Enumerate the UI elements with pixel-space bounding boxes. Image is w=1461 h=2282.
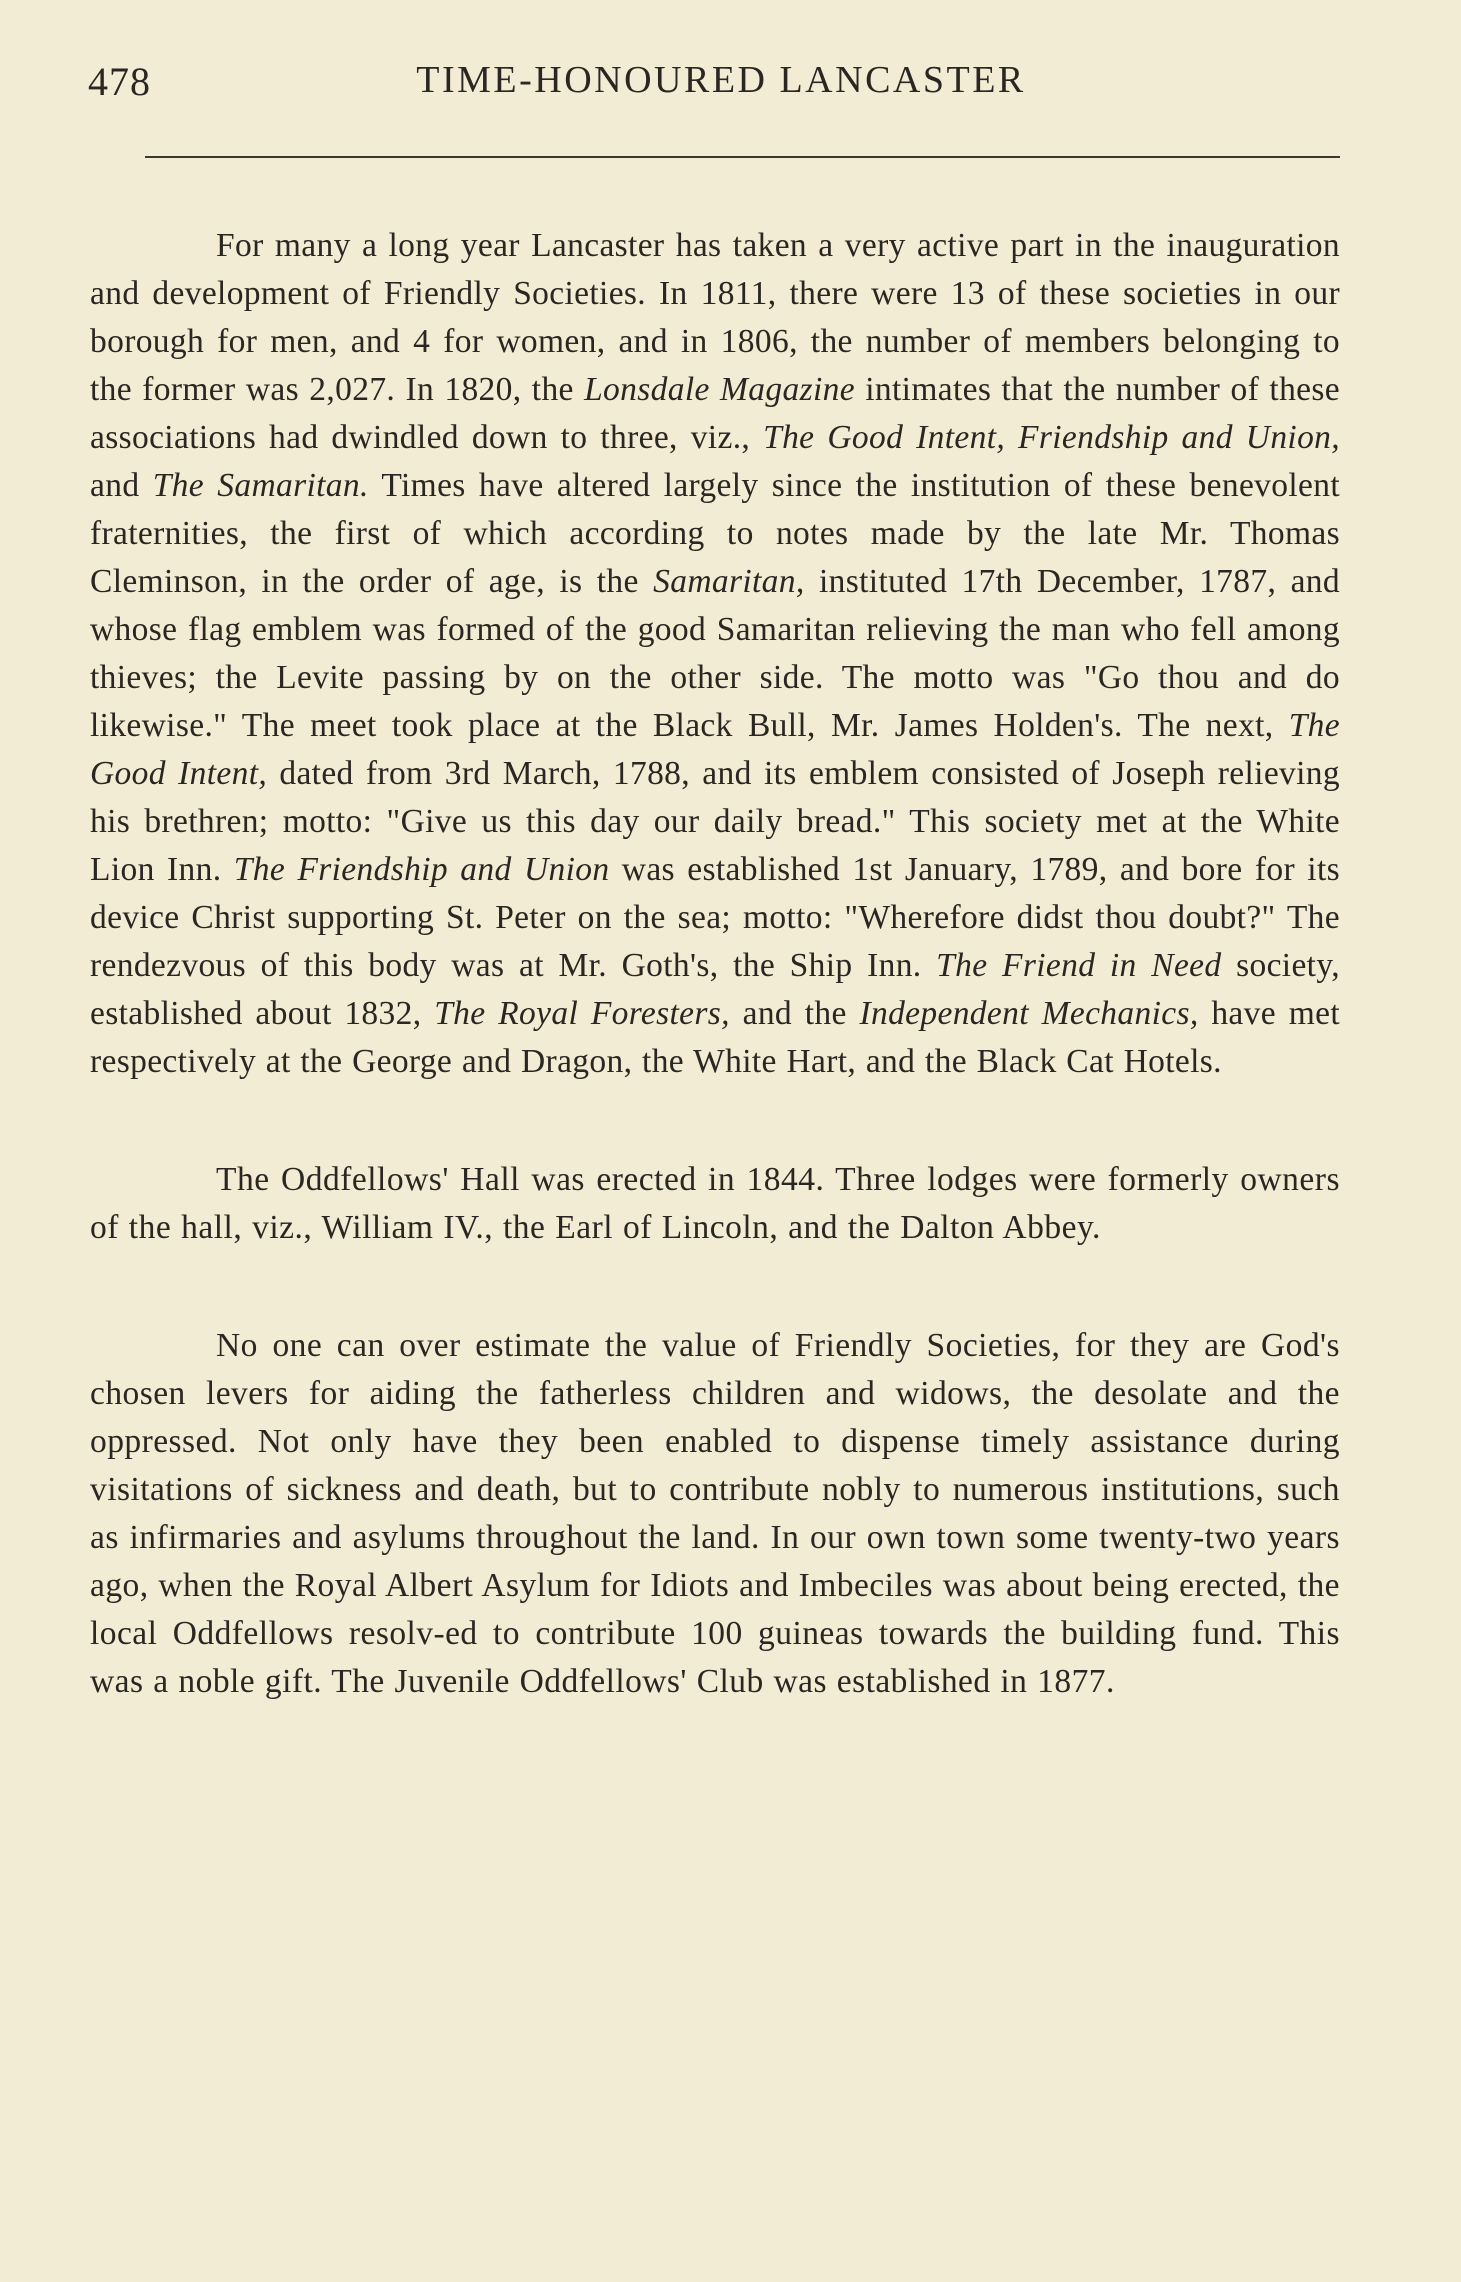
body-text-run: For many a long year Lancaster has taken a very active part in the inauguration and development of Friendly Societies. In 1811, there were 13 of these societies in our borough for men, and 4 for women, and in 1806, the number of members belonging to the former was 2,027. In 1820, the — [90, 227, 1340, 408]
body-text-run: have met respectively at the George and Dragon, the White Hart, and the Black Cat Hotels. — [90, 995, 1340, 1080]
italic-title-text: Independent Mechanics, — [859, 995, 1199, 1032]
body-text-run: and the — [729, 995, 860, 1032]
body-text — [90, 222, 1340, 1706]
italic-title-text: The Friend in Need — [936, 947, 1222, 984]
paragraph-oddfellows-hall — [90, 1156, 1340, 1252]
page-number: 478 — [88, 59, 151, 104]
body-text-run: and — [90, 467, 153, 504]
running-title: TIME-HONOURED LANCASTER — [416, 59, 1026, 101]
italic-title-text: The Royal Foresters, — [434, 995, 730, 1032]
paragraph-friendly-societies — [90, 222, 1340, 1086]
italic-title-text: Samaritan, — [653, 563, 805, 600]
italic-title-text: Lonsdale Magazine — [584, 371, 855, 408]
italic-title-text: The Good Intent, — [90, 707, 1340, 792]
body-text-run: Times have altered largely since the institution of these benevolent fraternities, the first of which according to notes made by the late Mr. Thomas Cleminson, in the order of age, is the — [90, 467, 1340, 600]
paragraph-value-of-societies — [90, 1322, 1340, 1706]
italic-title-text: The Good Intent, Friendship and Union, — [763, 419, 1340, 456]
body-text-run: No one can over estimate the value of Friendly Societies, for they are God's chosen levers for aiding the fatherless children and widows, the desolate and the oppressed. Not only have they been enabled to dispense timely assistance during visitations of sickness and death, but to contribute nobly to numerous institutions, such as infirmaries and asylums throughout the land. In our own town some twenty-two years ago, when the Royal Albert Asylum for Idiots and Imbeciles was about being erected, the local Oddfellows resolv-ed to contribute 100 guineas towards the building fund. This was a noble gift. The Juvenile Oddfellows' Club was established in 1877. — [90, 1327, 1340, 1700]
italic-title-text: The Friendship and Union — [233, 851, 610, 888]
body-text-run: dated from 3rd March, 1788, and its emblem consisted of Joseph relieving his brethren; motto: "Give us this day our daily bread." This society met at the White Lion Inn. — [90, 755, 1340, 888]
body-text-run: instituted 17th December, 1787, and whose flag emblem was formed of the good Samaritan relieving the man who fell among thieves; the Levite passing by on the other side. The motto was "Go thou and do likewise." The meet took place at the Black Bull, Mr. James Holden's. The next, — [90, 563, 1341, 744]
page-header — [88, 58, 1340, 108]
body-text-run: The Oddfellows' Hall was erected in 1844. Three lodges were formerly owners of the hall, viz., William IV., the Earl of Lincoln, and the Dalton Abbey. — [90, 1161, 1340, 1246]
header-rule — [145, 156, 1340, 158]
body-text-run: was established 1st January, 1789, and bore for its device Christ supporting St. Peter on the sea; motto: "Wherefore didst thou doubt?" The rendezvous of this body was at Mr. Goth's, the Ship Inn. — [90, 851, 1340, 984]
body-text-run: intimates that the number of these associations had dwindled down to three, viz., — [90, 371, 1340, 456]
body-text-run: society, established about 1832, — [90, 947, 1340, 1032]
italic-title-text: The Samaritan. — [152, 467, 369, 504]
